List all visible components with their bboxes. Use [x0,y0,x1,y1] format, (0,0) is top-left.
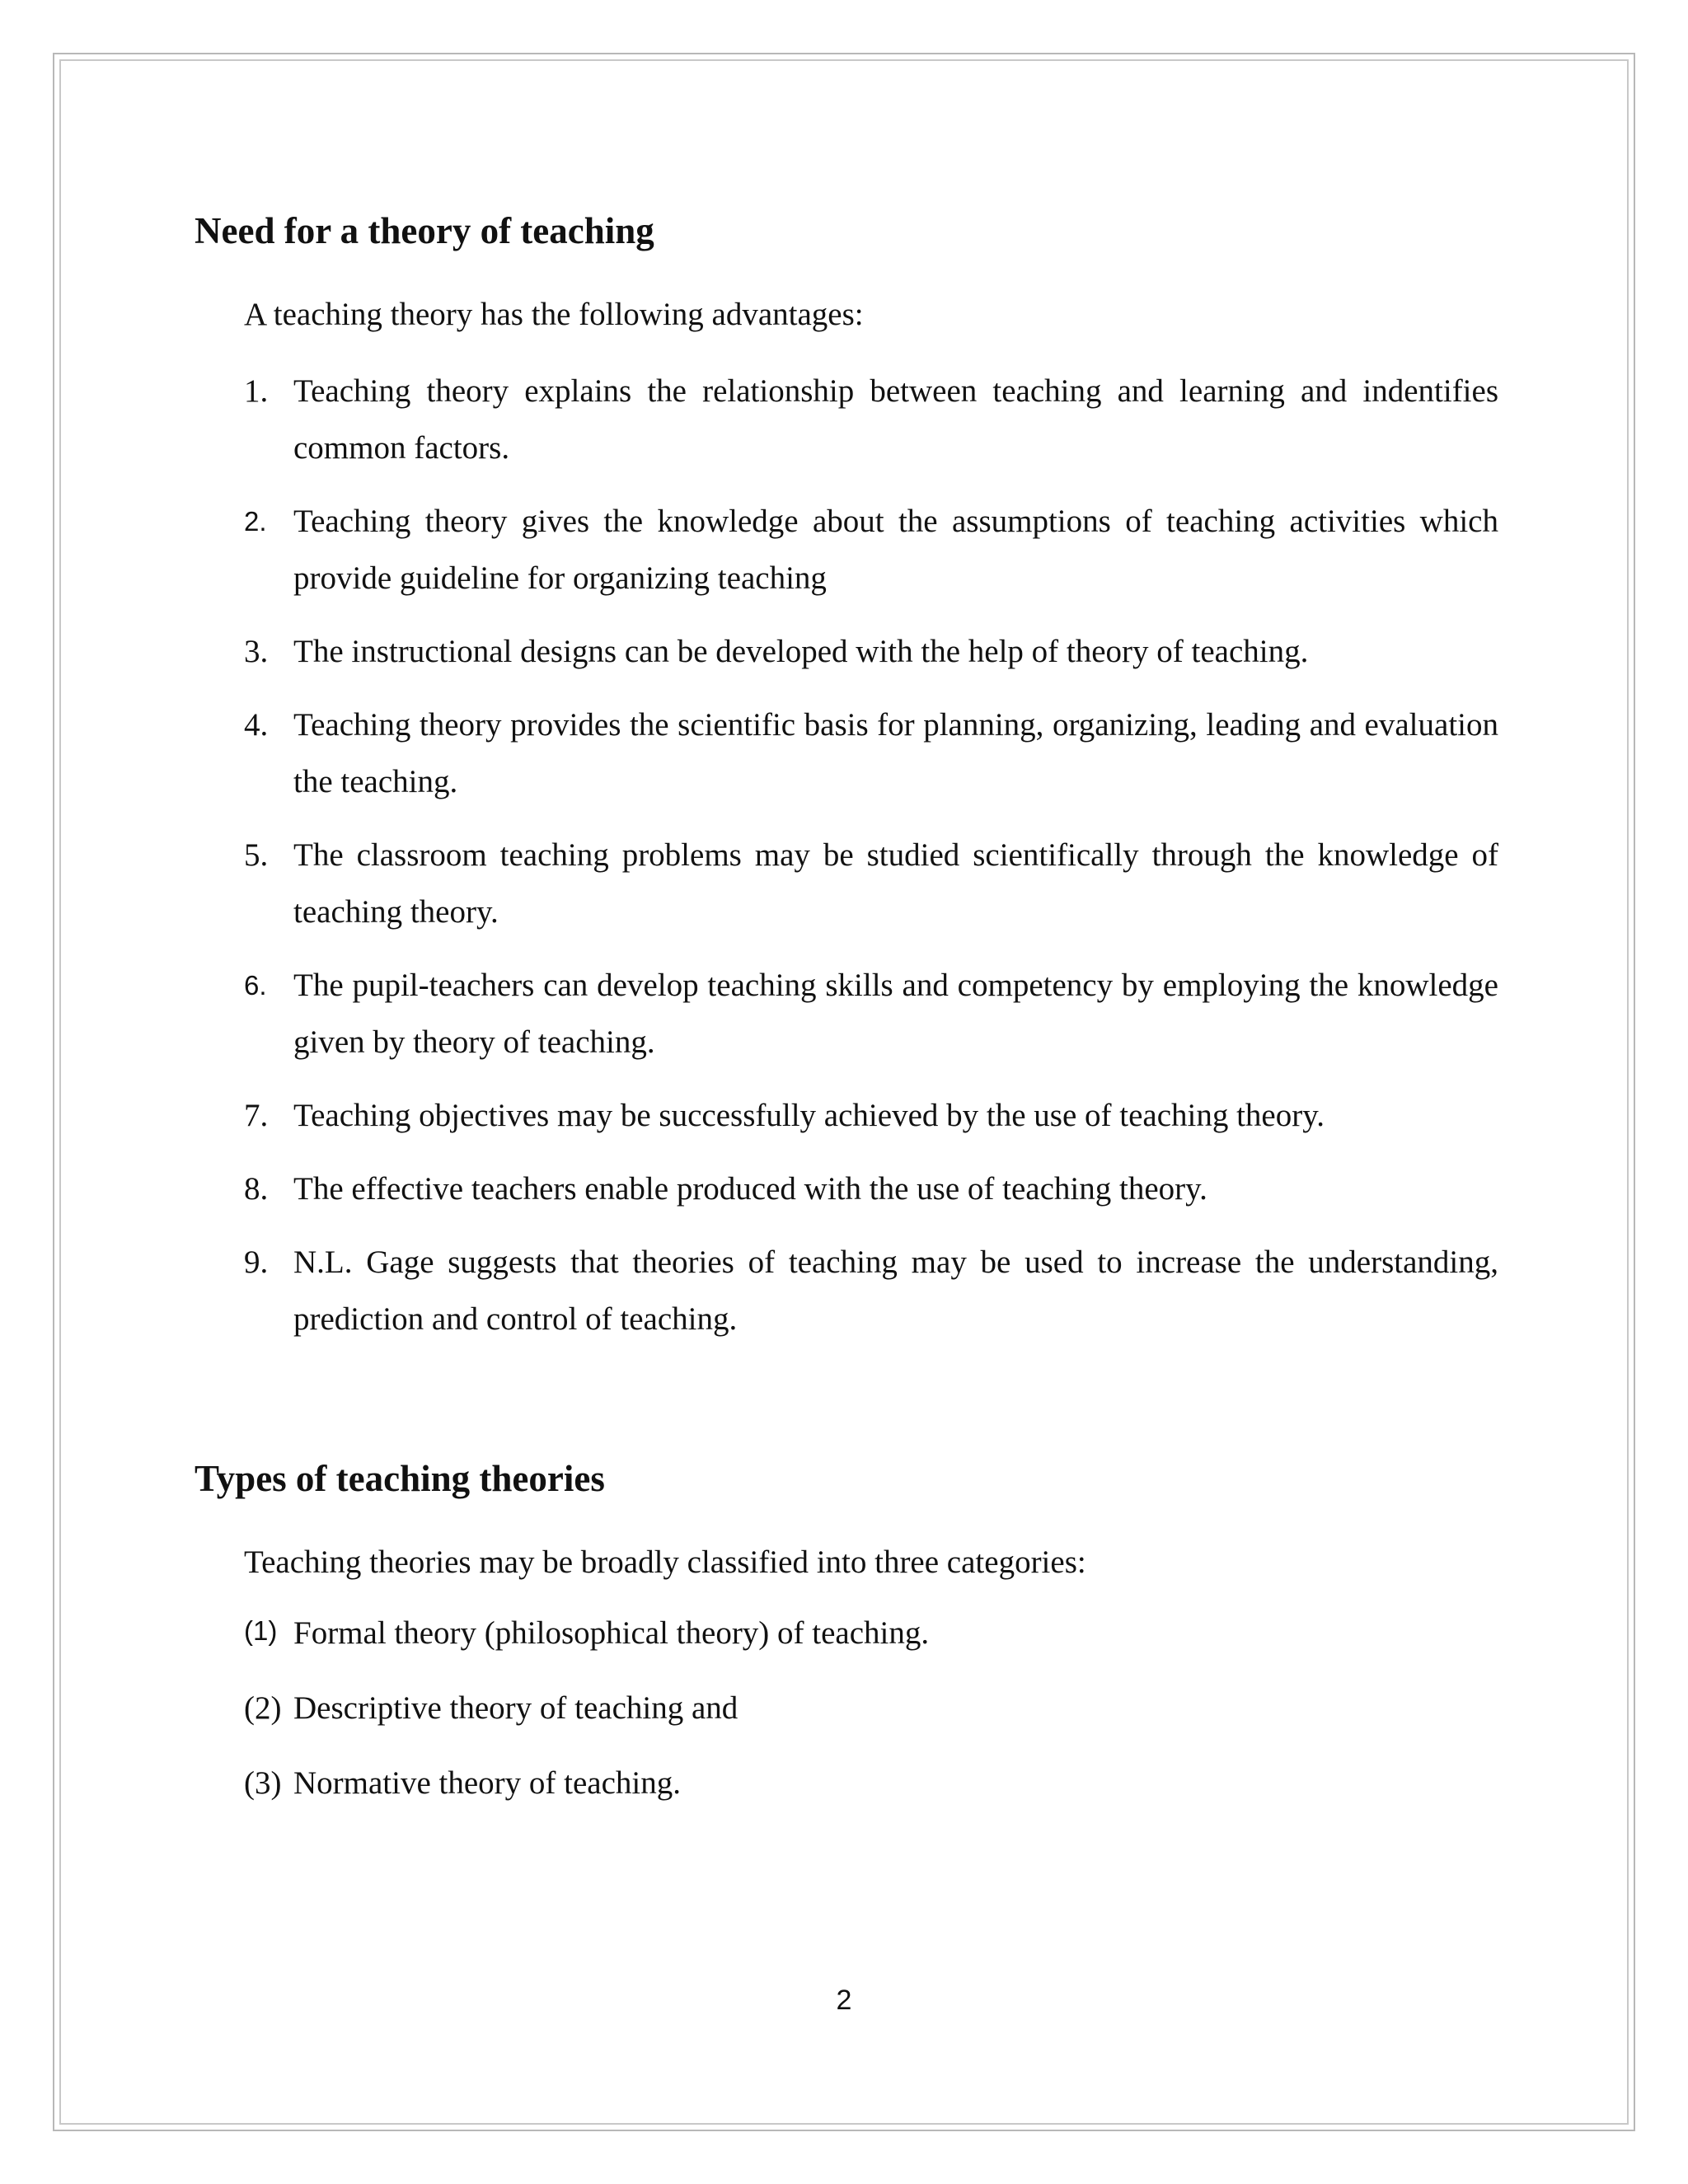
section-intro-categories: Teaching theories may be broadly classified into three categories: [244,1544,1086,1580]
list-item [244,1692,1498,1724]
list-item-number: 1. [244,373,269,409]
list-item-number: 8. [244,1171,269,1207]
list-item-number: 5. [244,837,269,873]
list-item-text: N.L. Gage suggests that theories of teaching may be used to increase the understanding, prediction and control of teaching. [293,1244,1498,1337]
list-item-number: 2. [244,506,267,537]
list-item-number: 6. [244,970,267,1001]
list-item-number: (2) [244,1690,282,1726]
advantages-list [244,363,1498,1364]
list-item-number: 9. [244,1244,269,1280]
page-number: 2 [836,1985,852,2016]
list-item-text: Teaching theory provides the scientific basis for planning, organizing, leading and evaluation the teaching. [293,707,1498,799]
list-item [244,493,1498,607]
list-item-text: Descriptive theory of teaching and [293,1690,738,1726]
list-item [244,957,1498,1071]
list-item [244,623,1498,680]
list-item [244,1767,1498,1799]
list-item-number: 3. [244,634,269,669]
section-heading-need-for-theory: Need for a theory of teaching [195,210,654,251]
list-item-text: Teaching objectives may be successfully achieved by the use of teaching theory. [293,1098,1325,1133]
list-item-text: Teaching theory gives the knowledge about the assumptions of teaching activities which provide guideline for organizing teaching [293,504,1498,596]
list-item-text: The effective teachers enable produced with the use of teaching theory. [293,1171,1207,1207]
list-item [244,1234,1498,1347]
list-item-number: 4. [244,707,269,743]
list-item [244,363,1498,476]
list-item-text: Normative theory of teaching. [293,1765,681,1801]
list-item [244,696,1498,810]
list-item-number: (1) [244,1615,278,1646]
categories-list [244,1617,1498,1842]
list-item-text: The pupil-teachers can develop teaching skills and competency by employing the knowledge given by theory of teaching. [293,968,1498,1060]
list-item [244,1087,1498,1144]
list-item [244,827,1498,940]
list-item-text: Teaching theory explains the relationship between teaching and learning and indentifies common factors. [293,373,1498,466]
section-heading-types-of-theories: Types of teaching theories [195,1458,605,1499]
list-item-text: The instructional designs can be developed with the help of theory of teaching. [293,634,1309,669]
list-item [244,1160,1498,1217]
list-item-text: The classroom teaching problems may be studied scientifically through the knowledge of teaching theory. [293,837,1498,930]
section-intro-advantages: A teaching theory has the following advantages: [244,297,864,332]
list-item-number: 7. [244,1098,269,1133]
list-item-text: Formal theory (philosophical theory) of teaching. [293,1615,930,1651]
list-item [244,1617,1498,1649]
list-item-number: (3) [244,1765,282,1801]
